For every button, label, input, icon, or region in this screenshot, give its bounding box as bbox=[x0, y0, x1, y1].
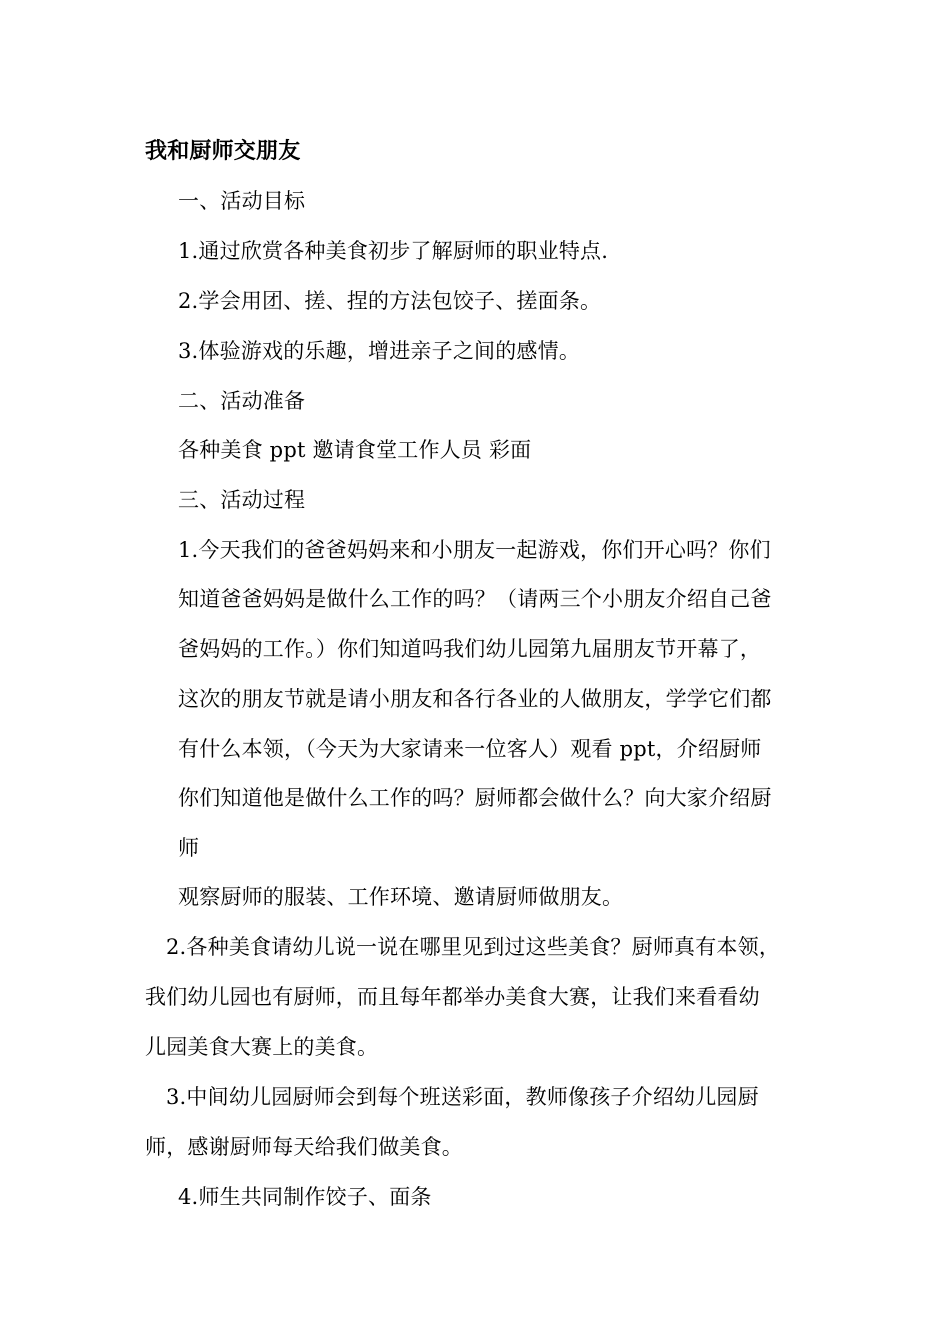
process-step-1-line: 这次的朋友节就是请小朋友和各行各业的人做朋友，学学它们都 bbox=[178, 687, 772, 711]
process-step-2-line: 2.各种美食请幼儿说一说在哪里见到过这些美食？厨师真有本领， bbox=[166, 935, 781, 959]
preparation-items: 各种美食 ppt 邀请食堂工作人员 彩面 bbox=[178, 438, 532, 462]
goal-item-2: 2.学会用团、搓、捏的方法包饺子、搓面条。 bbox=[178, 289, 602, 313]
process-step-1-line: 知道爸爸妈妈是做什么工作的吗？（请两三个小朋友介绍自己爸 bbox=[178, 587, 772, 611]
process-step-1-line: 有什么本领，（今天为大家请来一位客人）观看 ppt，介绍厨师 bbox=[178, 737, 762, 761]
process-step-1-line: 你们知道他是做什么工作的吗？厨师都会做什么？向大家介绍厨 bbox=[178, 786, 772, 810]
process-step-1-line: 师 bbox=[178, 836, 200, 860]
document-title: 我和厨师交朋友 bbox=[145, 138, 301, 164]
process-step-4: 4.师生共同制作饺子、面条 bbox=[178, 1185, 432, 1209]
process-step-2-line: 儿园美食大赛上的美食。 bbox=[145, 1035, 379, 1059]
process-step-1-observe: 观察厨师的服装、工作环境、邀请厨师做朋友。 bbox=[178, 885, 624, 909]
section-heading-goals: 一、活动目标 bbox=[178, 189, 306, 213]
process-step-3-line: 师，感谢厨师每天给我们做美食。 bbox=[145, 1135, 463, 1159]
section-heading-preparation: 二、活动准备 bbox=[178, 389, 306, 413]
process-step-2-line: 我们幼儿园也有厨师，而且每年都举办美食大赛，让我们来看看幼 bbox=[145, 985, 760, 1009]
process-step-1-line: 1.今天我们的爸爸妈妈来和小朋友一起游戏，你们开心吗？你们 bbox=[178, 538, 771, 562]
section-heading-process: 三、活动过程 bbox=[178, 488, 306, 512]
goal-item-1: 1.通过欣赏各种美食初步了解厨师的职业特点. bbox=[178, 239, 609, 263]
process-step-1-line: 爸妈妈的工作。）你们知道吗我们幼儿园第九届朋友节开幕了， bbox=[178, 637, 762, 661]
goal-item-3: 3.体验游戏的乐趣，增进亲子之间的感情。 bbox=[178, 339, 581, 363]
process-step-3-line: 3.中间幼儿园厨师会到每个班送彩面，教师像孩子介绍幼儿园厨 bbox=[166, 1085, 759, 1109]
